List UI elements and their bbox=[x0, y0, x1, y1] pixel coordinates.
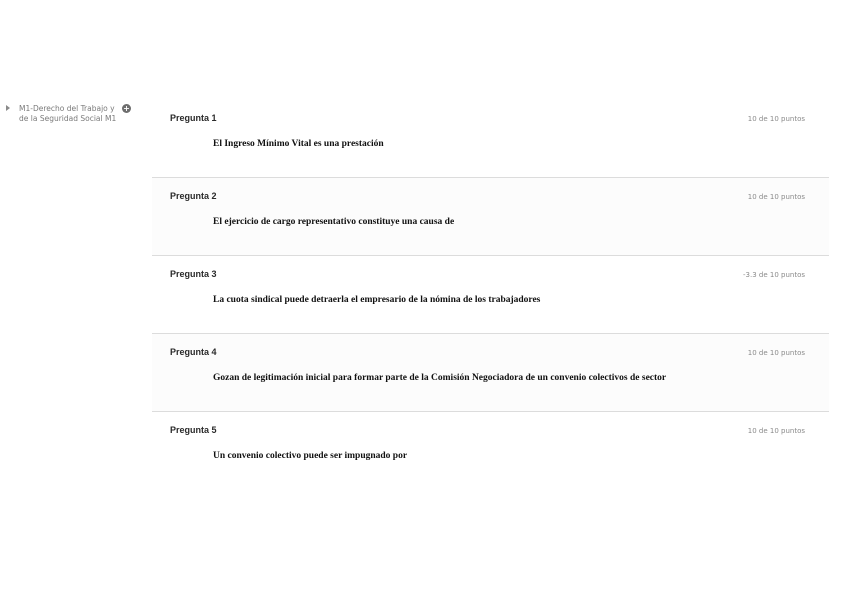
question-score: 10 de 10 puntos bbox=[747, 349, 805, 357]
question-title: Pregunta 4 bbox=[170, 347, 217, 357]
question-item bbox=[152, 178, 829, 256]
question-score: 10 de 10 puntos bbox=[747, 115, 805, 123]
question-score: 10 de 10 puntos bbox=[747, 427, 805, 435]
question-text: Gozan de legitimación inicial para formar parte de la Comisión Negociadora de un convenio colectivos de sector bbox=[213, 373, 667, 383]
question-text: Un convenio colectivo puede ser impugnado por bbox=[213, 451, 408, 461]
question-text: El Ingreso Mínimo Vital es una prestación bbox=[213, 139, 384, 149]
question-item bbox=[152, 256, 829, 334]
question-item bbox=[152, 334, 829, 412]
question-title: Pregunta 1 bbox=[170, 113, 217, 123]
question-text: El ejercicio de cargo representativo constituye una causa de bbox=[213, 217, 455, 227]
question-score: -3.3 de 10 puntos bbox=[743, 271, 805, 279]
add-circle-icon[interactable]: + bbox=[123, 104, 130, 113]
course-name-line1[interactable]: M1-Derecho del Trabajo y bbox=[19, 104, 115, 113]
question-item bbox=[152, 412, 829, 492]
question-item bbox=[152, 100, 829, 178]
question-text: La cuota sindical puede detraerla el empresario de la nómina de los trabajadores bbox=[213, 295, 541, 305]
course-name-line2[interactable]: de la Seguridad Social M1 bbox=[19, 114, 117, 123]
question-title: Pregunta 5 bbox=[170, 425, 217, 435]
question-title: Pregunta 2 bbox=[170, 191, 217, 201]
expand-caret-icon[interactable] bbox=[6, 105, 10, 111]
quiz-results-panel bbox=[152, 100, 829, 492]
question-title: Pregunta 3 bbox=[170, 269, 217, 279]
question-score: 10 de 10 puntos bbox=[747, 193, 805, 201]
